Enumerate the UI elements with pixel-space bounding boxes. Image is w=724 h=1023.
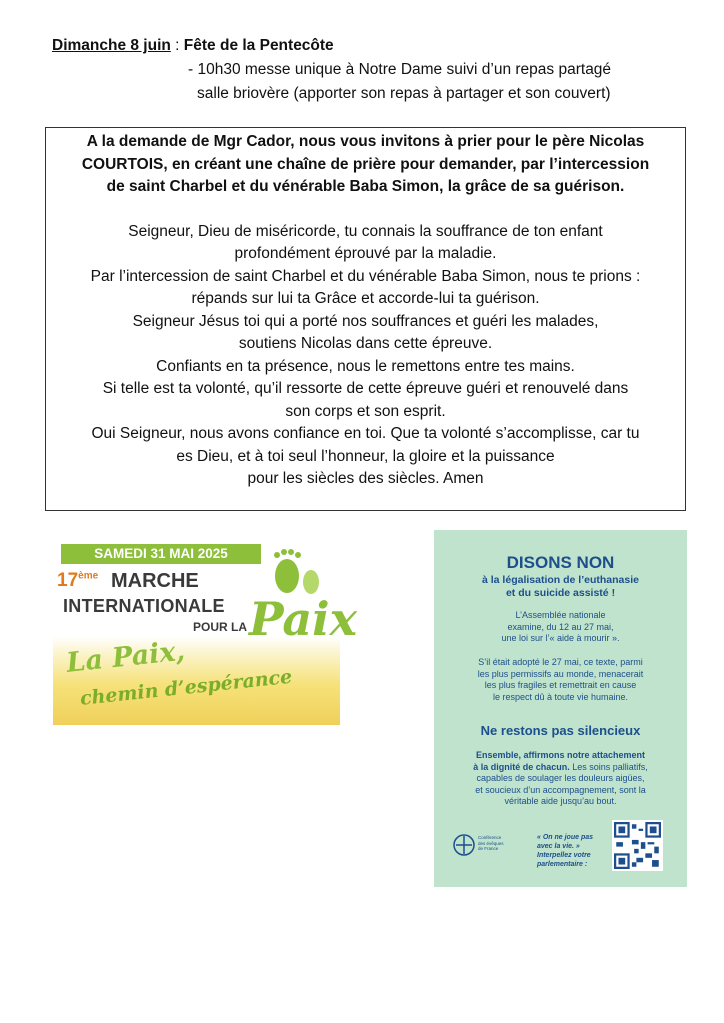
- event-heading: [52, 37, 334, 55]
- marche-edition: [57, 570, 98, 592]
- marche-word: MARCHE: [111, 570, 199, 592]
- flyer-line: véritable aide jusqu’au bout.: [504, 796, 617, 806]
- flyer-line: une loi sur l’« aide à mourir ».: [501, 633, 620, 643]
- event-mass-line: - 10h30 messe unique à Notre Dame suivi d’un repas partagé: [188, 61, 612, 78]
- prayer-line: Seigneur, Dieu de miséricorde, tu connais la souffrance de ton enfant: [128, 222, 603, 240]
- flyer-subtitle-line: et du suicide assisté !: [505, 587, 616, 599]
- prayer-line: es Dieu, et à toi seul l’honneur, la gloire et la puissance: [176, 447, 555, 465]
- flyer-line: examine, du 12 au 27 mai,: [507, 621, 614, 632]
- marche-number: 17: [57, 570, 79, 591]
- flyer-heading-2: Ne restons pas silencieux: [480, 723, 641, 738]
- cef-logo-icon: [452, 833, 476, 857]
- prayer-line: Confiants en ta présence, nous le remettons entre tes mains.: [156, 357, 575, 375]
- flyer-line: Les soins palliatifs,: [572, 761, 648, 772]
- marche-paix-word: Paix: [249, 592, 358, 646]
- cef-line: Conférence: [478, 835, 502, 840]
- euthanasie-flyer: [434, 530, 687, 887]
- prayer-line: profondément éprouvé par la maladie.: [234, 245, 497, 262]
- flyer-subtitle: [434, 574, 687, 600]
- prayer-text: [46, 221, 685, 491]
- flyer-line: le respect dû à toute vie humaine.: [492, 691, 629, 702]
- prayer-line: pour les siècles des siècles. Amen: [247, 470, 484, 487]
- prayer-box: [45, 127, 686, 511]
- marche-slogan-line1: La Paix,: [65, 635, 187, 679]
- qr-code-icon[interactable]: [612, 820, 663, 871]
- prayer-line: Seigneur Jésus toi qui a porté nos souffrances et guéri les malades,: [132, 312, 599, 330]
- prayer-intro-line: COURTOIS, en créant une chaîne de prière pour demander, par l’intercession: [81, 155, 650, 173]
- prayer-line: son corps et son esprit.: [285, 402, 446, 420]
- flyer-line: capables de soulager les douleurs aigües,: [476, 773, 645, 783]
- cef-line: des évêques: [478, 840, 504, 846]
- flyer-line: S’il était adopté le 27 mai, ce texte, parmi: [478, 657, 643, 667]
- prayer-intro-line: A la demande de Mgr Cador, nous vous invitons à prier pour le père Nicolas: [86, 133, 645, 150]
- event-title: Fête de la Pentecôte: [183, 37, 334, 54]
- prayer-line: Si telle est ta volonté, qu’il ressorte de cette épreuve guéri et renouvelé dans: [102, 380, 629, 397]
- event-day: Dimanche 8 juin: [52, 37, 171, 54]
- marche-pour-la: POUR LA: [193, 620, 247, 634]
- footprint-icon: [265, 548, 325, 596]
- flyer-paragraph-1: [434, 610, 687, 645]
- event-separator: :: [170, 37, 184, 54]
- cef-line: de France: [478, 846, 499, 851]
- marche-internationale: INTERNATIONALE: [63, 596, 225, 616]
- prayer-line: répands sur lui ta Grâce et accorde-lui ta guérison.: [191, 290, 540, 307]
- flyer-line: L’Assemblée nationale: [515, 610, 606, 620]
- prayer-intro: [46, 131, 685, 199]
- prayer-line: Par l’intercession de saint Charbel et du vénérable Baba Simon, nous te prions :: [90, 267, 641, 285]
- flyer-bold-line: Ensemble, affirmons notre attachement: [475, 750, 646, 760]
- event-meal-line: salle briovère (apporter son repas à partager et son couvert): [197, 85, 611, 102]
- marche-paix-poster: [53, 540, 358, 725]
- flyer-subtitle-line: à la légalisation de l’euthanasie: [482, 574, 639, 586]
- marche-number-suffix: ème: [78, 570, 99, 582]
- marche-slogan-line2: chemin d’espérance: [79, 665, 294, 710]
- flyer-quote: [537, 833, 593, 869]
- prayer-intro-line: de saint Charbel et du vénérable Baba Simon, la grâce de sa guérison.: [106, 178, 625, 195]
- flyer-line: les plus fragiles et remettrait en cause: [484, 680, 637, 690]
- cef-name: [478, 835, 504, 852]
- flyer-bold-line: à la dignité de chacun.: [473, 761, 570, 772]
- flyer-line: et soucieux d’un accompagnement, sont la: [475, 784, 646, 795]
- flyer-title: DISONS NON: [506, 553, 615, 572]
- marche-date: SAMEDI 31 MAI 2025: [61, 544, 261, 564]
- flyer-paragraph-2: [434, 657, 687, 703]
- quote-line: parlementaire :: [537, 861, 588, 868]
- flyer-line: les plus permissifs au monde, menacerait: [477, 668, 644, 679]
- quote-line: avec la vie. »: [537, 843, 580, 850]
- quote-line: Interpellez votre: [537, 852, 591, 859]
- prayer-line: Oui Seigneur, nous avons confiance en toi. Que ta volonté s’accomplisse, car tu: [91, 425, 640, 442]
- prayer-line: soutiens Nicolas dans cette épreuve.: [238, 335, 493, 352]
- quote-line: « On ne joue pas: [537, 834, 594, 841]
- flyer-paragraph-3: [434, 750, 687, 808]
